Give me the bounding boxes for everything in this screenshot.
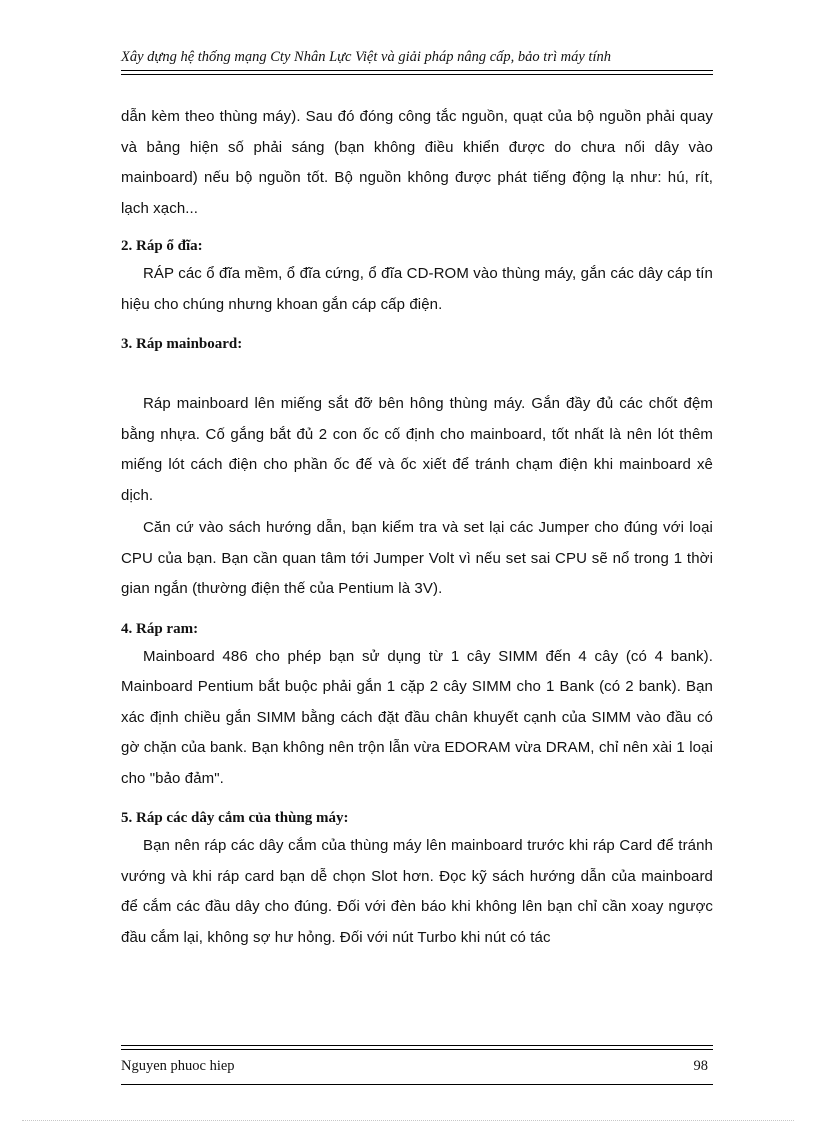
section-2-heading: 2. Ráp ổ đĩa: [121, 238, 203, 254]
footer-rule [121, 1045, 713, 1050]
page-edge-dotted-line [22, 1120, 794, 1121]
section-4-heading: 4. Ráp ram: [121, 620, 199, 637]
running-header: Xây dựng hệ thống mạng Cty Nhân Lực Việt và giải pháp nâng cấp, bảo trì máy tính [121, 49, 611, 65]
header-rule [121, 70, 713, 75]
page-body [121, 102, 713, 953]
page-number: 98 [693, 1058, 708, 1074]
section-5-heading: 5. Ráp các dây cắm của thùng máy: [121, 810, 349, 826]
section-4-paragraph: Mainboard 486 cho phép bạn sử dụng từ 1 cây SIMM đến 4 cây (có 4 bank). Mainboard Pentium bắt buộc phải gắn 1 cặp 2 cây SIMM cho 1 Bank (có 2 bank). Bạn xác định chiều gắn SIMM bằng cách đặt đầu chân khuyết cạnh của SIMM vào đầu có gờ chặn của bank. Bạn không nên trộn lẫn vừa EDORAM vừa DRAM, chỉ nên xài 1 loại cho "bảo đảm". [121, 647, 713, 787]
intro-paragraph: dẫn kèm theo thùng máy). Sau đó đóng công tắc nguồn, quạt của bộ nguồn phải quay và bảng hiện số phải sáng (bạn không điều khiển được do chưa nối dây vào mainboard) nếu bộ nguồn tốt. Bộ nguồn không được phát tiếng động lạ như: hú, rít, lạch xạch... [121, 108, 713, 217]
section-3-paragraph-1: Ráp mainboard lên miếng sắt đỡ bên hông thùng máy. Gắn đầy đủ các chốt đệm bằng nhựa. Cố gắng bắt đủ 2 con ốc cố định cho mainboard, tốt nhất là nên lót thêm miếng lót cách điện cho phần ốc đế và ốc xiết để tránh chạm điện khi mainboard xê dịch. [121, 395, 713, 504]
section-5-paragraph: Bạn nên ráp các dây cắm của thùng máy lên mainboard trước khi ráp Card để tránh vướng và khi ráp card bạn dễ chọn Slot hơn. Đọc kỹ sách hướng dẫn của mainboard để cắm các đầu dây cho đúng. Đối với đèn báo khi không lên bạn chỉ cần xoay ngược đầu cắm lại, không sợ hư hỏng. Đối với nút Turbo khi nút có tác [121, 837, 713, 946]
section-2-paragraph: RÁP các ổ đĩa mềm, ổ đĩa cứng, ổ đĩa CD-ROM vào thùng máy, gắn các dây cáp tín hiệu cho chúng nhưng khoan gắn cáp cấp điện. [121, 265, 713, 313]
section-3-paragraph-2: Căn cứ vào sách hướng dẫn, bạn kiểm tra và set lại các Jumper cho đúng với loại CPU của bạn. Bạn cần quan tâm tới Jumper Volt vì nếu set sai CPU sẽ nổ trong 1 thời gian ngắn (thường điện thế của Pentium là 3V). [121, 519, 713, 597]
footer-bottom-rule [121, 1084, 713, 1085]
section-3-heading: 3. Ráp mainboard: [121, 336, 243, 352]
footer-author: Nguyen phuoc hiep [121, 1058, 235, 1074]
